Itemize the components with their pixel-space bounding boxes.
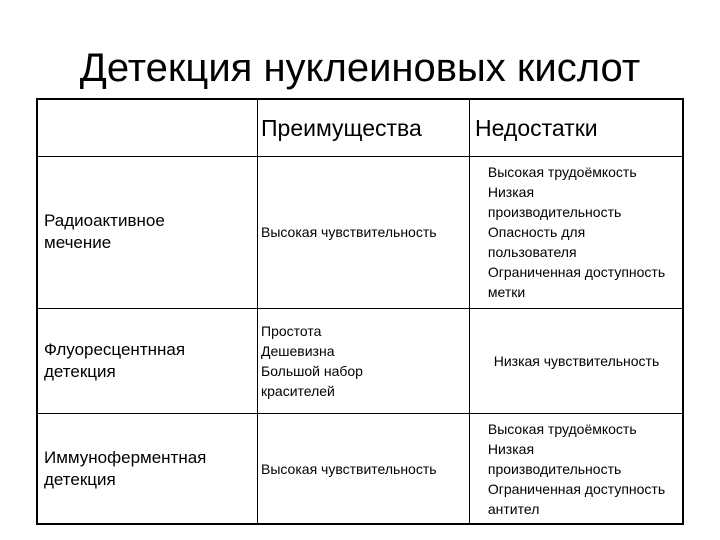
advantages-cell: Высокая чувствительность xyxy=(261,224,437,240)
disadvantages-cell: Высокая трудоёмкость Низкая производительность Опасность для пользователя Ограниченная доступность метки xyxy=(487,164,666,300)
table-row-label: Флуоресцентнная детекция xyxy=(44,339,186,381)
disadvantages-cell: Высокая трудоёмкость Низкая производительность Ограниченная доступность антител xyxy=(487,421,666,517)
header-disadvantages: Недостатки xyxy=(475,114,598,141)
header-advantages: Преимущества xyxy=(261,114,422,141)
advantages-cell: Высокая чувствительность xyxy=(261,461,437,477)
advantages-cell: Простота Дешевизна Большой набор красителей xyxy=(261,322,363,399)
disadvantages-cell: Низкая чувствительность xyxy=(493,352,660,369)
slide-title: Детекция нуклеиновых кислот xyxy=(79,46,641,90)
table-row-label: Радиоактивное мечение xyxy=(44,211,165,252)
comparison-table xyxy=(36,98,684,525)
table-row-label: Иммуноферментная детекция xyxy=(44,448,207,489)
